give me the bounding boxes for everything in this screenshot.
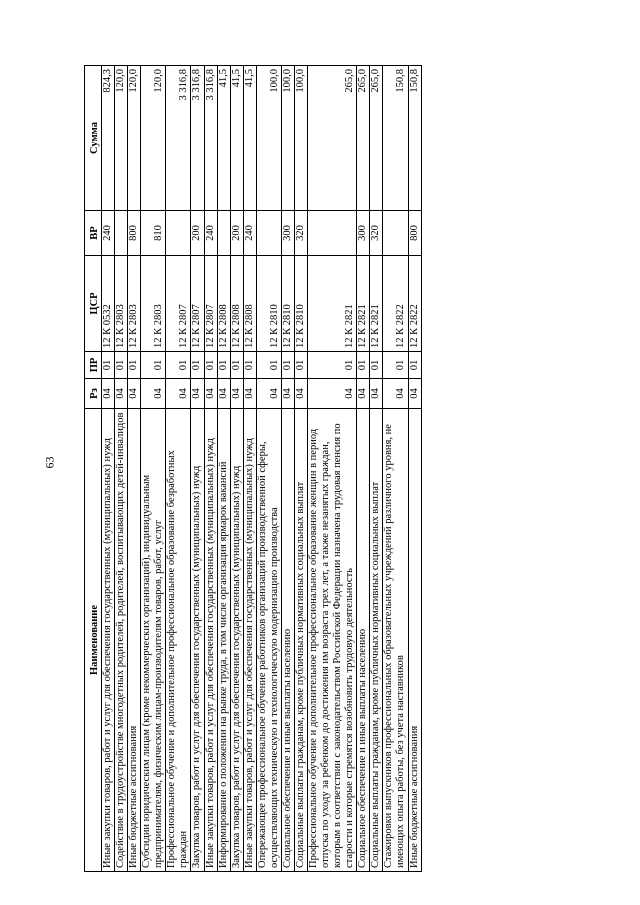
cell-sum: 265,0 (370, 66, 383, 211)
cell-csr: 12 К 2810 (281, 256, 294, 352)
cell-rz: 04 (408, 379, 421, 409)
cell-name: Социальное обеспечение и иные выплаты населению (357, 409, 370, 872)
table-row (191, 66, 204, 872)
cell-sum: 100,0 (256, 66, 281, 211)
cell-pr: 01 (128, 352, 141, 379)
cell-name: Профессиональное обучение и дополнительное профессиональное образование женщин в период отпуска по уходу за ребенком до достижения им возраста трех лет, а также незанятых граждан, которым в соответствии с законодательством Российской Федерации назначена трудовая пенсия по старости и которые стремятся возобновить трудовую деятельность (308, 409, 357, 872)
cell-name: Иные бюджетные ассигнования (408, 409, 421, 872)
cell-name: Стажировки выпускников профессиональных образовательных учреждений различного уровня, не имеющих опыта работы, без учета наставников (383, 409, 408, 872)
cell-pr: 01 (408, 352, 421, 379)
cell-vr: 240 (243, 211, 256, 256)
cell-pr: 01 (308, 352, 357, 379)
cell-pr: 01 (357, 352, 370, 379)
cell-vr: 240 (102, 211, 115, 256)
cell-rz: 04 (281, 379, 294, 409)
cell-csr: 12 К 2821 (308, 256, 357, 352)
cell-sum: 265,0 (357, 66, 370, 211)
table-row (115, 66, 128, 872)
cell-rz: 04 (357, 379, 370, 409)
page-number: 63 (42, 456, 57, 469)
header-pr: ПР (85, 352, 102, 379)
cell-rz: 04 (294, 379, 307, 409)
cell-csr: 12 К 2821 (370, 256, 383, 352)
header-rz: Рз (85, 379, 102, 409)
cell-csr: 12 К 2807 (204, 256, 217, 352)
cell-rz: 04 (204, 379, 217, 409)
table-row (408, 66, 421, 872)
cell-pr: 01 (115, 352, 128, 379)
cell-csr: 12 К 2821 (357, 256, 370, 352)
cell-sum: 265,0 (308, 66, 357, 211)
cell-pr: 01 (217, 352, 230, 379)
cell-name: Закупка товаров, работ и услуг для обеспечения государственных (муниципальных) нужд (230, 409, 243, 872)
cell-pr: 01 (191, 352, 204, 379)
cell-name: Субсидии юридическим лицам (кроме некоммерческих организаций), индивидуальным предпринимателям, физическим лицам-производителям товаров, работ, услуг (141, 409, 166, 872)
table-row (128, 66, 141, 872)
cell-csr: 12 К 0532 (102, 256, 115, 352)
cell-csr: 12 К 2803 (141, 256, 166, 352)
cell-sum: 3 316,8 (204, 66, 217, 211)
cell-sum: 41,5 (243, 66, 256, 211)
cell-pr: 01 (294, 352, 307, 379)
table-row (294, 66, 307, 872)
cell-pr: 01 (230, 352, 243, 379)
cell-vr: 300 (281, 211, 294, 256)
cell-name: Иные закупки товаров, работ и услуг для обеспечения государственных (муниципальных) нужд (102, 409, 115, 872)
cell-sum: 100,0 (294, 66, 307, 211)
cell-vr: 320 (294, 211, 307, 256)
cell-name: Иные бюджетные ассигнования (128, 409, 141, 872)
cell-pr: 01 (256, 352, 281, 379)
cell-csr: 12 К 2808 (230, 256, 243, 352)
cell-sum: 41,5 (217, 66, 230, 211)
cell-rz: 04 (217, 379, 230, 409)
header-vr: ВР (85, 211, 102, 256)
cell-csr: 12 К 2807 (191, 256, 204, 352)
cell-vr: 810 (141, 211, 166, 256)
cell-vr: 240 (204, 211, 217, 256)
cell-vr: 200 (191, 211, 204, 256)
cell-rz: 04 (102, 379, 115, 409)
cell-vr (308, 211, 357, 256)
cell-csr: 12 К 2810 (294, 256, 307, 352)
table-row (141, 66, 166, 872)
cell-vr: 200 (230, 211, 243, 256)
rotated-table-wrapper (84, 66, 604, 872)
cell-pr: 01 (370, 352, 383, 379)
cell-name: Профессиональное обучение и дополнительное профессиональное образование безработных граждан (166, 409, 191, 872)
table-row (308, 66, 357, 872)
table-row (357, 66, 370, 872)
cell-name: Иные закупки товаров, работ и услуг для обеспечения государственных (муниципальных) нужд (204, 409, 217, 872)
cell-pr: 01 (166, 352, 191, 379)
cell-vr: 320 (370, 211, 383, 256)
cell-rz: 04 (383, 379, 408, 409)
cell-vr (115, 211, 128, 256)
cell-name: Социальные выплаты гражданам, кроме публичных нормативных социальных выплат (294, 409, 307, 872)
cell-vr (166, 211, 191, 256)
cell-rz: 04 (230, 379, 243, 409)
cell-csr: 12 К 2822 (408, 256, 421, 352)
cell-sum: 120,0 (115, 66, 128, 211)
header-csr: ЦСР (85, 256, 102, 352)
budget-table (84, 65, 422, 872)
cell-sum: 3 316,8 (166, 66, 191, 211)
cell-rz: 04 (115, 379, 128, 409)
cell-pr: 01 (281, 352, 294, 379)
cell-csr: 12 К 2803 (115, 256, 128, 352)
cell-sum: 150,8 (408, 66, 421, 211)
cell-vr (217, 211, 230, 256)
cell-pr: 01 (141, 352, 166, 379)
table-row (166, 66, 191, 872)
cell-sum: 150,8 (383, 66, 408, 211)
table-header-row (85, 66, 102, 872)
cell-vr (383, 211, 408, 256)
cell-pr: 01 (383, 352, 408, 379)
cell-sum: 41,5 (230, 66, 243, 211)
cell-sum: 3 316,8 (191, 66, 204, 211)
cell-name: Информирование о положении на рынке труда, в том числе организация ярмарок вакансий (217, 409, 230, 872)
cell-rz: 04 (370, 379, 383, 409)
cell-sum: 120,0 (141, 66, 166, 211)
table-row (370, 66, 383, 872)
cell-csr: 12 К 2810 (256, 256, 281, 352)
cell-rz: 04 (243, 379, 256, 409)
cell-csr: 12 К 2803 (128, 256, 141, 352)
cell-name: Закупка товаров, работ и услуг для обеспечения государственных (муниципальных) нужд (191, 409, 204, 872)
table-row (204, 66, 217, 872)
cell-pr: 01 (204, 352, 217, 379)
table-row (256, 66, 281, 872)
cell-name: Опережающее профессиональное обучение работников организаций производственной сферы, осуществляющих техническую и технологическую модернизацию производства (256, 409, 281, 872)
cell-name: Иные закупки товаров, работ и услуг для обеспечения государственных (муниципальных) нужд (243, 409, 256, 872)
table-row (281, 66, 294, 872)
cell-csr: 12 К 2807 (166, 256, 191, 352)
cell-rz: 04 (141, 379, 166, 409)
cell-sum: 100,0 (281, 66, 294, 211)
cell-rz: 04 (166, 379, 191, 409)
cell-csr: 12 К 2822 (383, 256, 408, 352)
cell-name: Социальное обеспечение и иные выплаты населению (281, 409, 294, 872)
table-row (230, 66, 243, 872)
table-row (102, 66, 115, 872)
cell-vr: 300 (357, 211, 370, 256)
header-name: Наименование (85, 409, 102, 872)
cell-rz: 04 (308, 379, 357, 409)
cell-name: Социальные выплаты гражданам, кроме публичных нормативных социальных выплат (370, 409, 383, 872)
cell-name: Содействие в трудоустройстве многодетных родителей, родителей, воспитывающих детей-инвалидов (115, 409, 128, 872)
cell-rz: 04 (191, 379, 204, 409)
table-row (217, 66, 230, 872)
cell-pr: 01 (102, 352, 115, 379)
cell-rz: 04 (256, 379, 281, 409)
cell-vr (256, 211, 281, 256)
table-row (383, 66, 408, 872)
cell-vr: 800 (408, 211, 421, 256)
cell-sum: 120,0 (128, 66, 141, 211)
cell-vr: 800 (128, 211, 141, 256)
cell-csr: 12 К 2808 (217, 256, 230, 352)
cell-csr: 12 К 2808 (243, 256, 256, 352)
cell-sum: 824,3 (102, 66, 115, 211)
header-sum: Сумма (85, 66, 102, 211)
table-row (243, 66, 256, 872)
cell-pr: 01 (243, 352, 256, 379)
cell-rz: 04 (128, 379, 141, 409)
